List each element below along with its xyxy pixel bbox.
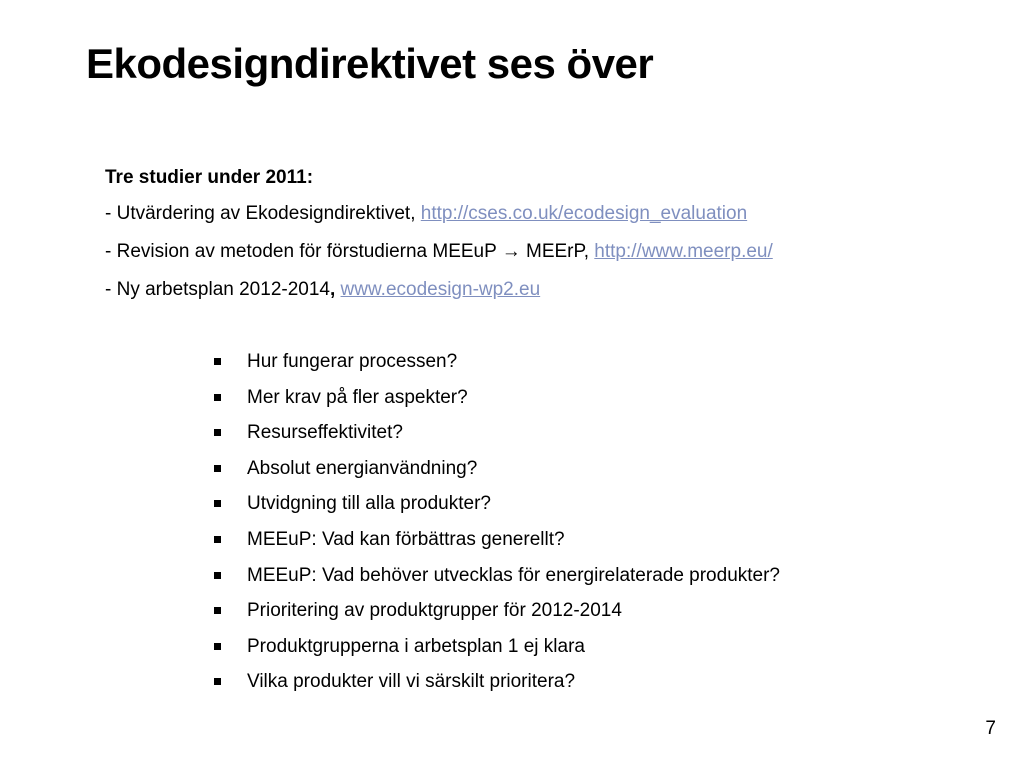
question-text: Hur fungerar processen? [247, 351, 458, 372]
square-bullet-icon [214, 536, 221, 543]
study-item-comma: , [329, 279, 336, 300]
slide-title: Ekodesigndirektivet ses över [86, 40, 654, 87]
square-bullet-icon [214, 500, 221, 507]
question-text: Mer krav på fler aspekter? [247, 386, 468, 408]
question-text: Vilka produkter vill vi särskilt prioritera? [247, 671, 576, 693]
square-bullet-icon [214, 572, 221, 579]
studies-heading: Tre studier under 2011: [105, 167, 314, 188]
question-item [212, 350, 780, 386]
question-text: Prioritering av produktgrupper för 2012-2014 [247, 600, 622, 622]
study-item-evaluation [105, 202, 985, 226]
study-link-evaluation[interactable]: http://cses.co.uk/ecodesign_evaluation [420, 203, 748, 224]
square-bullet-icon [214, 643, 221, 650]
question-item [212, 528, 780, 564]
question-item [212, 421, 780, 457]
question-item [212, 386, 780, 422]
square-bullet-icon [214, 607, 221, 614]
square-bullet-icon [214, 678, 221, 685]
question-item [212, 457, 780, 493]
studies-section [105, 166, 985, 316]
question-text: MEEuP: Vad kan förbättras generellt? [247, 528, 565, 550]
square-bullet-icon [214, 358, 221, 365]
square-bullet-icon [214, 429, 221, 436]
question-text: Utvidgning till alla produkter? [247, 493, 491, 515]
page-number: 7 [985, 718, 996, 739]
question-text: Resurseffektivitet? [247, 422, 403, 444]
question-item [212, 564, 780, 600]
study-item-text: - Utvärdering av Ekodesigndirektivet, [105, 203, 421, 224]
question-list [212, 350, 780, 706]
question-item [212, 492, 780, 528]
question-item [212, 635, 780, 671]
question-text: MEEuP: Vad behöver utvecklas för energirelaterade produkter? [247, 564, 781, 586]
question-text: Produktgrupperna i arbetsplan 1 ej klara [247, 635, 585, 657]
question-item [212, 670, 780, 706]
study-item-workplan [105, 278, 985, 302]
study-item-text: - Ny arbetsplan 2012-2014 [105, 279, 330, 300]
square-bullet-icon [214, 394, 221, 401]
question-item [212, 599, 780, 635]
study-link-meerp[interactable]: http://www.meerp.eu/ [594, 241, 773, 262]
study-item-text: - Revision av metoden för förstudierna MEEuP → MEErP, [105, 241, 595, 262]
question-text: Absolut energianvändning? [247, 457, 478, 479]
study-item-meerp [105, 240, 985, 264]
square-bullet-icon [214, 465, 221, 472]
study-link-workplan[interactable]: www.ecodesign-wp2.eu [340, 279, 541, 300]
